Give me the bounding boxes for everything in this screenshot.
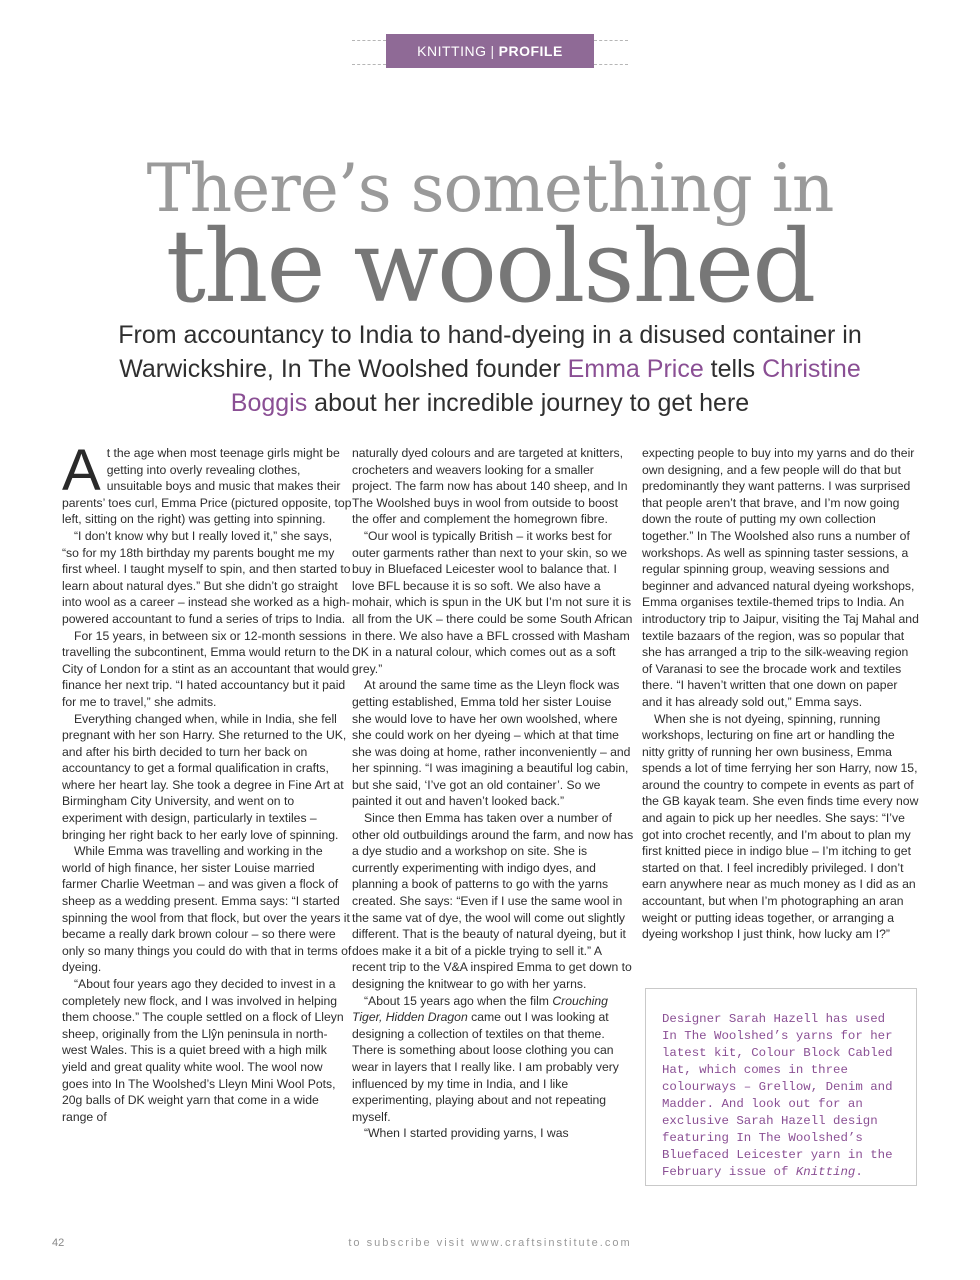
paragraph: expecting people to buy into my yarns and do their own designing, and a few people will do that but predominantly they want patterns. I was surprised that people aren’t that brave, and I’m now going down the route of putting my own collection together.” In The Woolshed also runs a number of workshops. As well as spinning taster sessions, a regular spinning group, weaving sessions and beginner and advanced natural dyeing workshops, Emma organises textile-themed trips to India. An introductory trip to Jaipur, visiting the Taj Mahal and textile bazaars of the region, was so popular that she has arranged a trip to the silk-weaving region of Varanasi to see the brocade work and textiles there. “I haven’t written that one down on paper and it has already sold out,” Emma says. xyxy=(642,446,919,709)
article-column-3 xyxy=(642,445,920,943)
paragraph: naturally dyed colours and are targeted at knitters, crocheters and weavers looking for a smaller project. The farm now has about 140 sheep, and In The Woolshed buys in wool from outside to boost the offer and complement the homegrown fibre. xyxy=(352,446,628,527)
paragraph: For 15 years, in between six or 12-month sessions travelling the subcontinent, Emma would return to the City of London for a stint as an accountant that would finance her next trip. “I hated accountancy but it paid for me to travel,” she admits. xyxy=(62,628,350,709)
subject-name: Emma Price xyxy=(567,355,704,383)
boxout-panel xyxy=(645,988,917,1186)
boxout-end: . xyxy=(855,1165,863,1179)
paragraph: “I don’t know why but I really loved it,” she says, “so for my 18th birthday my parents bought me my first wheel. I taught myself to spin, and then started to learn about natural dyes.” But she didn’t go straight into wool as a career – instead she worked as a high-powered accountant to fund a series of trips to India. xyxy=(62,528,351,626)
section-tag xyxy=(352,34,628,70)
standfirst-end: about her incredible journey to get here xyxy=(307,389,750,417)
section-label xyxy=(386,34,594,68)
page-number: 42 xyxy=(52,1237,65,1249)
standfirst-intro: From accountancy to India to hand-dyeing in a disused container in Warwickshire, In The Woolshed founder xyxy=(118,321,862,383)
headline-line-2: the woolshed xyxy=(165,208,815,325)
standfirst-middle: tells xyxy=(703,355,763,383)
subsection-name: PROFILE xyxy=(498,43,563,59)
tag-rule-right-bottom xyxy=(594,64,628,65)
paragraph: “About four years ago they decided to invest in a completely new flock, and I was involved in helping them choose.” The couple settled on a flock of Lleyn sheep, originally from the Llŷn peninsula in north-west Wales. This is a quiet breed with a high milk yield and great quality white wool. The wool now goes into In The Woolshed’s Lleyn Mini Wool Pots, 20g balls of DK weight yarn that come in a wide range of xyxy=(62,977,344,1124)
headline-line-1: There’s something in xyxy=(146,150,834,227)
article-column-1 xyxy=(62,438,352,1125)
paragraph: While Emma was travelling and working in the world of high finance, her sister Louise married farmer Charlie Weetman – and was given a flock of sheep as a wedding present. Emma says: “I started spinning the wool from that flock, but over the years it became a really dark brown colour – so there were only so many things you could do with that in terms of dyeing. xyxy=(62,844,352,975)
magazine-title: Knitting xyxy=(795,1165,856,1179)
paragraph xyxy=(352,993,634,1126)
paragraph: When she is not dyeing, spinning, running workshops, lecturing on fine art or handling the nitty gritty of running her own business, Emma spends a lot of time ferrying her son Harry, now 15, around the country to compete in events as part of the GB kayak team. She even finds time every now and again to pick up her needles. She says: “I’ve got into crochet recently, and I’m about to plan my first knitted piece in indigo blue – I’m itching to get started on that. I feel incredibly privileged. I don’t earn anywhere near as much money as I did as an accountant, but when I’m photographing an aran weight or putting ideas together, or arranging a dyeing workshop I just think, how lucky am I?” xyxy=(642,711,919,942)
film-title: Crouching Tiger, Hidden Dragon xyxy=(352,993,608,1025)
drop-cap: A xyxy=(62,438,101,503)
standfirst xyxy=(90,318,890,420)
tag-rule-right xyxy=(594,40,628,41)
paragraph: “Our wool is typically British – it works best for outer garments rather than next to your skin, so we buy in Bluefaced Leicester wool to balance that. I love BFL because it is so soft. We also have a mohair, which is spun in the UK but I’m not sure it is all from the UK – there could be some South African in there. We also have a BFL crossed with Masham DK in a natural colour, which comes out as a soft grey.” xyxy=(352,528,633,676)
paragraph-text: “About 15 years ago when the film xyxy=(364,993,553,1008)
author-name: Christine Boggis xyxy=(230,355,861,417)
paragraph: Since then Emma has taken over a number of other old outbuildings around the farm, and now has a dye studio and a workshop on site. She is currently experimenting with indigo dyes, and planning a book of patterns to go with the yarns created. She says: “Even if I use the same wool in the same vat of dye, the wool will come out slightly different. That is the beauty of natural dyeing, but it does make it a bit of a pickle trying to sell it.” A recent trip to the V&A inspired Emma to get down to designing the knitwear to go with her yarns. xyxy=(352,811,634,991)
tag-rule-left xyxy=(352,40,386,41)
subscribe-footer: to subscribe visit www.craftsinstitute.com xyxy=(348,1237,632,1249)
article-column-2 xyxy=(352,445,634,1142)
paragraph-text: came out I was looking at designing a collection of textiles on that theme. There is something about loose clothing you can wear in layers that I really like. I am probably very influenced by my time in India, and I like experimenting, playing about and not repeating myself. xyxy=(352,1010,619,1124)
paragraph xyxy=(62,438,352,528)
section-name: KNITTING xyxy=(417,43,487,59)
section-divider: | xyxy=(490,43,495,59)
paragraph: “When I started providing yarns, I was xyxy=(364,1126,569,1141)
boxout-text: Designer Sarah Hazell has used In The Woolshed’s yarns for her latest kit, Colour Block Cabled Hat, which comes in three colourways – Grellow, Denim and Madder. And look out for an exclusive Sarah Hazell design featuring In The Woolshed’s Bluefaced Leicester yarn in the February issue of xyxy=(662,1012,893,1179)
paragraph-text: t the age when most teenage girls might be getting into overly revealing clothes, unsuitable boys and music that makes their parents’ toes curl, Emma Price (pictured opposite, top left, sitting on the right) was getting into spinning. xyxy=(62,446,352,527)
paragraph: At around the same time as the Lleyn flock was getting established, Emma told her sister Louise she would love to have her own woolshed, where she could work on her dyeing – which at that time she was doing at home, rather inconveniently – and her spinning. “I was imagining a beautiful log cabin, but she said, ‘I’ve got an old container’. So we painted it out and haven’t looked back.” xyxy=(352,678,631,809)
tag-rule-left-bottom xyxy=(352,64,386,65)
paragraph: Everything changed when, while in India, she fell pregnant with her son Harry. She returned to the UK, and after his birth decided to turn her back on accountancy to get a formal qualification in crafts, where her heart lay. She took a degree in Fine Art at Birmingham City University, and went on to experiment with design, particularly in textiles – bringing her right back to her early love of spinning. xyxy=(62,711,347,842)
